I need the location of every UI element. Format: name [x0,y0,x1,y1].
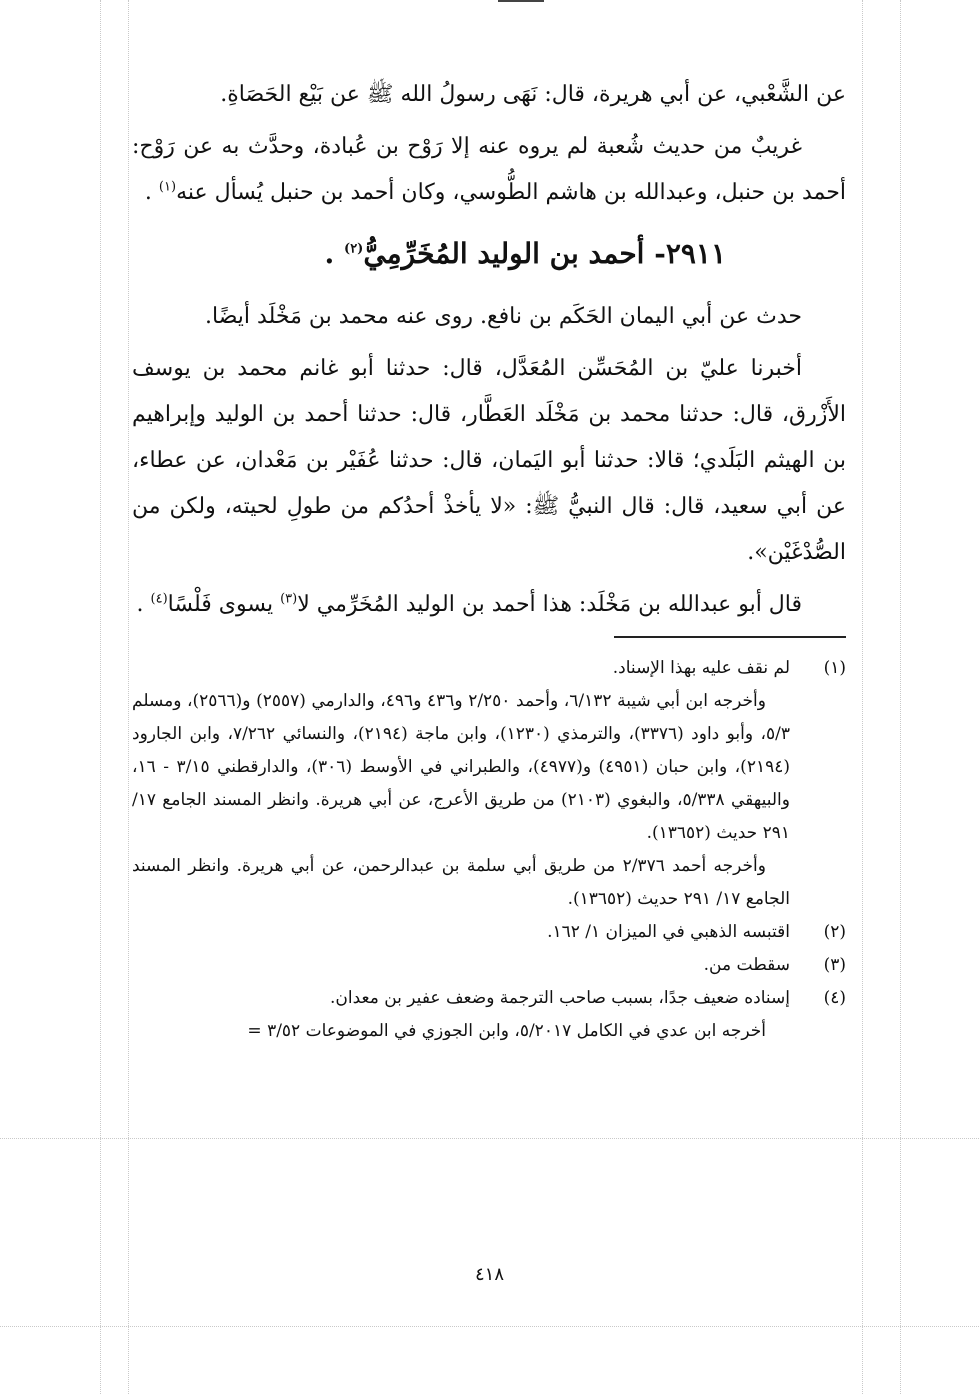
biography-paragraph: حدث عن أبي اليمان الحَكَم بن نافع. روى عنه محمد بن مَخْلَد أيضًا. [205,304,802,329]
commentary-paragraph: غريبٌ من حديث شُعبة لم يروه عنه إلا رَوْح بن عُبادة، وحدَّث به عن رَوْح: أحمد بن حنبل، وعبدالله بن هاشم الطُّوسي، وكان أحمد بن حنبل يُسأل عنه$^{(١)}$ . [132,134,846,205]
footnote-number: (٣) [823,955,846,975]
footnote-2 [132,916,846,949]
scan-guide-line [100,0,101,1394]
footnote-1 [132,652,846,685]
footnote-number: (٢) [823,922,846,942]
scan-guide-line [0,1138,979,1139]
book-page [132,72,846,1048]
footnote-1-continuation [132,685,846,916]
biography-entry-heading: ٢٩١١- أحمد بن الوليد المُخَرِّمِيُّ$^{(٢)}$ . [324,237,726,270]
isnad-paragraph: أخبرنا عليّ بن المُحَسِّن المُعَدَّل، قال: حدثنا أبو غانم محمد بن يوسف الأَزْرق، قال: حدثنا محمد بن مَخْلَد العَطَّار، قال: حدثنا أحمد بن الوليد وإبراهيم بن الهيثم البَلَدي؛ قالا: حدثنا أبو اليَمان، قال: حدثنا عُفَيْر بن مَعْدان، عن عطاء، عن أبي سعيد، قال: قال النبيُّ ﷺ: «لا يأخذْ أحدُكم من طولِ لحيته، ولكن من الصُّدْغَيْن». [132,356,846,565]
footnote-number: (٤) [823,988,846,1008]
footnote-4 [132,982,846,1015]
footnote-number: (١) [823,658,846,678]
scan-guide-line [128,0,129,1394]
scan-guide-line [862,0,863,1394]
main-text [132,72,846,628]
scan-guide-line [900,0,901,1394]
footnote-text: إسناده ضعيف جدًا، بسبب صاحب الترجمة وضعف عفير بن معدان. [329,988,790,1008]
footnote-3 [132,949,846,982]
footnotes [132,652,846,1048]
footnote-text: وأخرجه أحمد ٢/٣٧٦ من طريق أبي سلمة بن عبدالرحمن، عن أبي هريرة. وانظر المسند الجامع ١٧/ ٢٩١ حديث (١٣٦٥٢). [132,856,790,909]
page-top-mark [498,0,544,8]
footnote-text: وأخرجه ابن أبي شيبة ٦/١٣٢، وأحمد ٢/٢٥٠ و٤٣٦ و٤٩٦، والدارمي (٢٥٥٧) و(٢٥٦٦)، ومسلم ٥/٣، وأبو داود (٣٣٧٦)، والترمذي (١٢٣٠)، وابن ماجة (٢١٩٤)، والنسائي ٧/٢٦٢، وابن الجارود (٢١٩٤)، وابن حبان (٤٩٥١) و(٤٩٧٧)، والطبراني في الأوسط (٣٠٦)، والدارقطني ٣/١٥ - ١٦، والبيهقي ٥/٣٣٨، والبغوي (٢١٠٣) من طريق الأعرج، عن أبي هريرة. وانظر المسند الجامع ١٧/ ٢٩١ حديث (١٣٦٥٢). [132,691,790,843]
hadith-text-paragraph: عن الشَّعْبي، عن أبي هريرة، قال: نَهَى رسولُ الله ﷺ عن بَيْع الحَصَاةِ. [220,82,846,107]
footnote-text: أخرجه ابن عدي في الكامل ٥/٢٠١٧، وابن الجوزي في الموضوعات ٣/٥٢ = [247,1021,766,1041]
footnote-separator [614,636,846,638]
footnote-text: سقطت من. [703,955,790,975]
footnote-ref-3: (٣) [280,591,298,607]
closing-paragraph: قال أبو عبدالله بن مَخْلَد: هذا أحمد بن الوليد المُخَرِّمي لا$^{(٣)}$ يسوى فَلْسًا$^{(٤)}$ . [136,591,802,617]
footnote-text: لم نقف عليه بهذا الإسناد. [612,658,790,678]
footnote-ref-2: (٢) [344,241,364,257]
footnote-4-continuation [132,1015,846,1048]
page-number: ٤١٨ [474,1264,504,1285]
footnote-text: اقتبسه الذهبي في الميزان ١/ ١٦٢. [547,922,790,942]
footnote-ref-4: (٤) [150,591,168,607]
scan-guide-line [0,1326,979,1327]
footnote-ref-1: (١) [158,179,177,195]
